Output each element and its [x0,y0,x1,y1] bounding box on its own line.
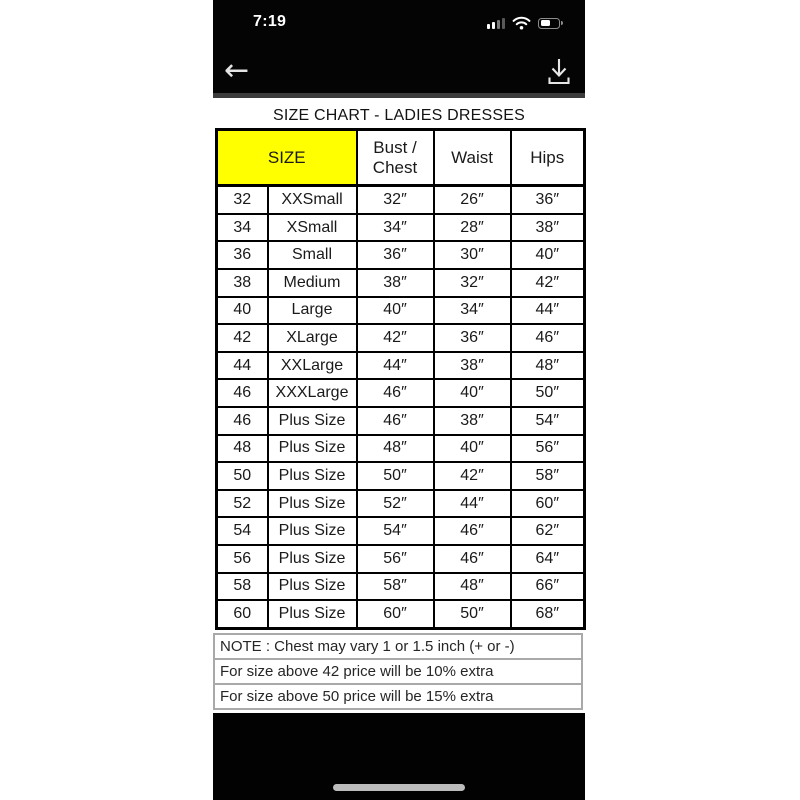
bust-cell: 58″ [357,573,434,601]
size-name-cell: Plus Size [268,545,357,573]
size-number-cell: 54 [217,517,268,545]
app-top-bar [213,0,585,98]
notes-section [213,633,583,710]
status-icons [487,16,563,30]
size-chart-image [213,103,585,710]
size-name-cell: Large [268,297,357,325]
bust-chest-header-cell: Bust / Chest [357,130,434,186]
table-row [217,545,585,573]
waist-cell: 34″ [434,297,511,325]
hips-header-cell: Hips [511,130,585,186]
bust-cell: 36″ [357,241,434,269]
waist-cell: 38″ [434,407,511,435]
hips-cell: 50″ [511,379,585,407]
bust-cell: 42″ [357,324,434,352]
size-name-cell: Plus Size [268,490,357,518]
hips-cell: 56″ [511,435,585,463]
size-name-cell: Small [268,241,357,269]
waist-cell: 46″ [434,545,511,573]
status-time: 7:19 [253,13,287,30]
size-chart-table [215,128,586,630]
size-number-cell: 38 [217,269,268,297]
hips-cell: 60″ [511,490,585,518]
size-number-cell: 50 [217,462,268,490]
bust-cell: 46″ [357,379,434,407]
waist-cell: 30″ [434,241,511,269]
waist-cell: 40″ [434,435,511,463]
size-name-cell: XXXLarge [268,379,357,407]
bust-cell: 50″ [357,462,434,490]
hips-cell: 46″ [511,324,585,352]
back-arrow-icon[interactable]: ← [224,53,250,88]
table-row [217,379,585,407]
size-number-cell: 52 [217,490,268,518]
bust-cell: 48″ [357,435,434,463]
table-row [217,435,585,463]
waist-cell: 40″ [434,379,511,407]
size-number-cell: 42 [217,324,268,352]
wifi-icon [512,16,531,30]
hips-cell: 42″ [511,269,585,297]
table-row [217,324,585,352]
bust-cell: 56″ [357,545,434,573]
size-name-cell: Plus Size [268,435,357,463]
size-number-cell: 58 [217,573,268,601]
table-row [217,600,585,628]
waist-cell: 32″ [434,269,511,297]
size-name-cell: Medium [268,269,357,297]
table-row [217,352,585,380]
hips-cell: 64″ [511,545,585,573]
bust-cell: 60″ [357,600,434,628]
size-name-cell: Plus Size [268,573,357,601]
bust-cell: 52″ [357,490,434,518]
size-name-cell: XXLarge [268,352,357,380]
size-name-cell: XLarge [268,324,357,352]
bust-cell: 54″ [357,517,434,545]
hips-cell: 58″ [511,462,585,490]
waist-cell: 48″ [434,573,511,601]
hips-cell: 40″ [511,241,585,269]
hips-cell: 54″ [511,407,585,435]
table-row [217,214,585,242]
table-row [217,573,585,601]
size-number-cell: 34 [217,214,268,242]
size-number-cell: 36 [217,241,268,269]
hips-cell: 36″ [511,186,585,214]
hips-cell: 66″ [511,573,585,601]
table-row [217,297,585,325]
nav-bar [213,48,585,94]
table-row [217,490,585,518]
waist-cell: 42″ [434,462,511,490]
waist-cell: 26″ [434,186,511,214]
size-name-cell: XSmall [268,214,357,242]
bust-cell: 32″ [357,186,434,214]
hips-cell: 48″ [511,352,585,380]
table-row [217,186,585,214]
size-name-cell: Plus Size [268,600,357,628]
bust-cell: 44″ [357,352,434,380]
table-row [217,407,585,435]
table-header-row [217,130,585,186]
note-chest-variance: NOTE : Chest may vary 1 or 1.5 inch (+ or -) [213,633,583,660]
bust-cell: 38″ [357,269,434,297]
hips-cell: 44″ [511,297,585,325]
size-number-cell: 46 [217,407,268,435]
bust-cell: 40″ [357,297,434,325]
waist-cell: 46″ [434,517,511,545]
table-row [217,241,585,269]
waist-cell: 44″ [434,490,511,518]
home-indicator[interactable] [333,784,465,791]
size-name-cell: Plus Size [268,517,357,545]
phone-screenshot [213,0,585,800]
size-number-cell: 46 [217,379,268,407]
chart-title: SIZE CHART - LADIES DRESSES [273,107,525,124]
table-row [217,269,585,297]
waist-cell: 36″ [434,324,511,352]
table-row [217,462,585,490]
hips-cell: 38″ [511,214,585,242]
waist-header-cell: Waist [434,130,511,186]
size-number-cell: 32 [217,186,268,214]
size-number-cell: 44 [217,352,268,380]
hips-cell: 68″ [511,600,585,628]
cellular-signal-icon [487,18,505,29]
size-number-cell: 56 [217,545,268,573]
table-row [217,517,585,545]
size-name-cell: Plus Size [268,407,357,435]
bust-cell: 34″ [357,214,434,242]
bust-cell: 46″ [357,407,434,435]
waist-cell: 50″ [434,600,511,628]
download-icon[interactable] [546,56,572,86]
size-number-cell: 60 [217,600,268,628]
status-bar [213,0,585,40]
hips-cell: 62″ [511,517,585,545]
size-number-cell: 40 [217,297,268,325]
size-number-cell: 48 [217,435,268,463]
note-price-above-42: For size above 42 price will be 10% extra [213,658,583,685]
waist-cell: 28″ [434,214,511,242]
size-name-cell: Plus Size [268,462,357,490]
note-price-above-50: For size above 50 price will be 15% extra [213,683,583,710]
size-header-cell: SIZE [217,130,357,186]
bottom-bar [213,713,585,800]
size-name-cell: XXSmall [268,186,357,214]
waist-cell: 38″ [434,352,511,380]
battery-icon [538,18,563,29]
